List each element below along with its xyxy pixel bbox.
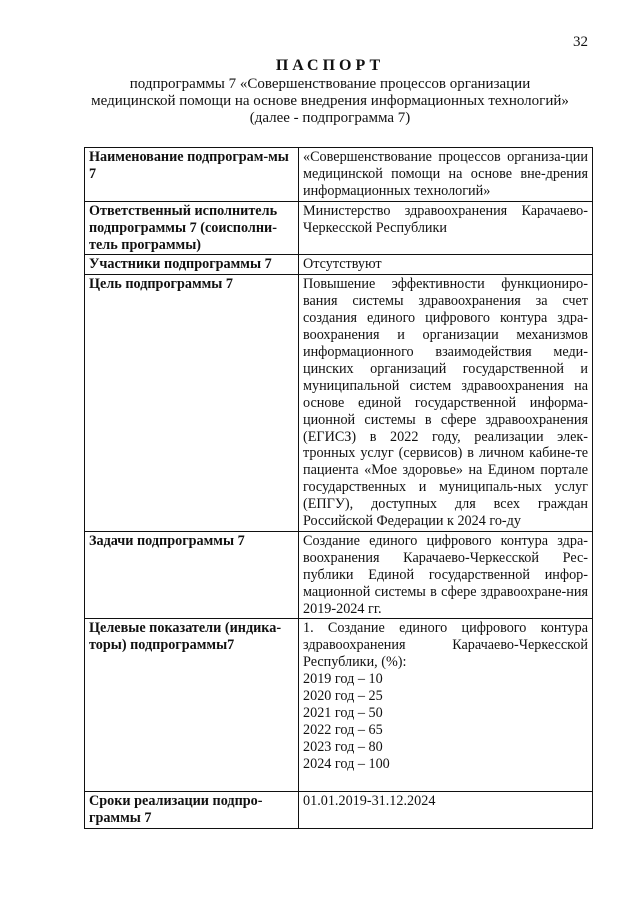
table-row-goal (85, 275, 593, 532)
table-row-tasks (85, 531, 593, 619)
page-number: 32 (573, 34, 588, 50)
row-label: Задачи подпрограммы 7 (85, 531, 299, 619)
indicator-intro: 1. Создание единого цифрового контура здравоохранения Карачаево-Черкесской Республики, (%): (303, 620, 588, 671)
indicator-item: 2021 год – 50 (303, 705, 383, 721)
indicator-item: 2019 год – 10 (303, 671, 383, 688)
row-label: Наименование подпрограм-мы 7 (85, 148, 299, 202)
row-label: Сроки реализации подпро-граммы 7 (85, 792, 299, 829)
row-value: Создание единого цифрового контура здра-воохранения Карачаево-Черкесской Рес-публики Единой государственной инфор-мационной системы в сфере здравоохране-ния 2019-2024 гг. (299, 531, 593, 619)
row-value: «Совершенствование процессов организа-ции медицинской помощи на основе вне-дрения информационных технологий» (299, 148, 593, 202)
indicator-item: 2022 год – 65 (303, 721, 383, 738)
indicator-item: 2024 год – 100 (303, 755, 390, 772)
indicator-item: 2020 год – 25 (303, 688, 383, 705)
table-row-participants (85, 255, 593, 275)
heading-line-3: (далее - подпрограмма 7) (249, 110, 411, 126)
table-row-indicators (85, 619, 593, 792)
indicator-item: 2023 год – 80 (303, 738, 383, 755)
row-value: Министерство здравоохранения Карачаево-Черкесской Республики (299, 201, 593, 255)
table-row-timeline (85, 792, 593, 829)
row-value: Повышение эффективности функциониро-вания системы здравоохранения за счет создания единого цифрового контура здра-воохранения и организации механизмов информационного взаимодействия меди-цинских организаций государственной и муниципальной систем здравоохранения на основе единой государственной информа-ционной системы в сфере здравоохранения (ЕГИСЗ) в 2022 году, реализации элек-тронных услуг (сервисов) в личном кабине-те пациента «Мое здоровье» на Едином портале государственных и муниципаль-ных услуг (ЕПГУ), доступных для всех граждан Российской Федерации к 2024 го-ду (299, 275, 593, 532)
row-label: Целевые показатели (индика-торы) подпрограммы7 (85, 619, 299, 792)
row-value: Отсутствуют (299, 255, 593, 275)
passport-table (84, 147, 593, 829)
document-heading (60, 56, 600, 127)
row-label: Участники подпрограммы 7 (85, 255, 299, 275)
document-title: ПАСПОРТ (275, 57, 385, 74)
table-row-name (85, 148, 593, 202)
row-label: Ответственный исполнитель подпрограммы 7 (соисполни-тель программы) (85, 201, 299, 255)
table-row-executor (85, 201, 593, 255)
row-value: 01.01.2019-31.12.2024 (299, 792, 593, 829)
heading-line-1: подпрограммы 7 «Совершенствование процессов организации (129, 76, 531, 92)
row-value (299, 619, 593, 792)
heading-line-2: медицинской помощи на основе внедрения информационных технологий» (91, 93, 569, 109)
row-label: Цель подпрограммы 7 (85, 275, 299, 532)
